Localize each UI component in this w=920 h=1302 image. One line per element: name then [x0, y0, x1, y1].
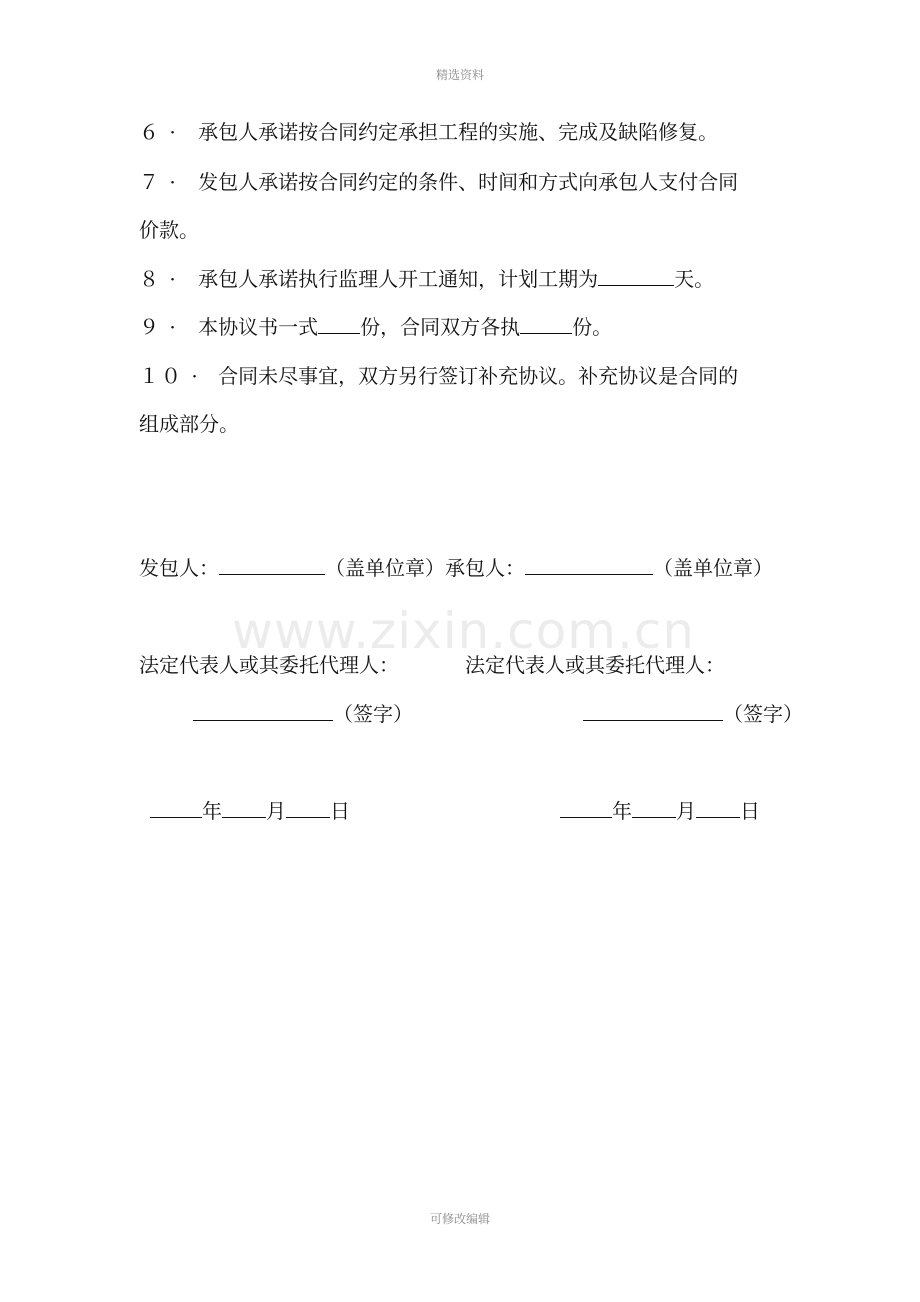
clause-8	[139, 265, 714, 293]
clause-8-number: ８ ·	[139, 267, 178, 291]
contractor-label: 承包人：	[445, 556, 525, 580]
page-header: 精选资料	[435, 68, 484, 82]
contractor-seal-note: （盖单位章）	[653, 556, 773, 580]
employer-day-blank[interactable]	[286, 799, 330, 818]
clause-10-number: １０ ·	[139, 364, 200, 388]
employer-label: 发包人：	[139, 556, 219, 580]
employer-year-label: 年	[202, 799, 222, 823]
clause-8-text-b: 天。	[674, 267, 715, 291]
employer-date-row	[150, 797, 350, 825]
page-footer: 可修改编辑	[429, 1212, 490, 1226]
clause-6-number: ６ ·	[139, 120, 178, 144]
employer-month-blank[interactable]	[222, 799, 266, 818]
clause-10-text: 合同未尽事宜，双方另行签订补充协议。补充协议是合同的	[218, 364, 739, 388]
parties-row	[139, 554, 773, 582]
clause-6	[139, 118, 718, 146]
clause-7-number: ７ ·	[139, 170, 178, 194]
employer-day-label: 日	[330, 799, 350, 823]
employer-signature-row	[193, 700, 413, 728]
employer-rep-label: 法定代表人或其委托代理人：	[139, 653, 399, 677]
clause-10	[139, 362, 738, 390]
contractor-date-row	[560, 797, 760, 825]
employer-seal-note: （盖单位章）	[325, 556, 445, 580]
contractor-name-blank[interactable]	[525, 556, 653, 575]
copies-each-blank[interactable]	[520, 315, 572, 334]
clause-7-continued: 价款。	[139, 218, 199, 242]
clause-7-text: 发包人承诺按合同约定的条件、时间和方式向承包人支付合同	[198, 170, 739, 194]
clause-7	[139, 168, 738, 196]
watermark: www.zixin.com.cn	[232, 602, 696, 660]
contractor-sign-note: （签字）	[723, 702, 803, 726]
clause-9-text-b: 份，合同双方各执	[360, 315, 521, 339]
clause-9-text-c: 份。	[572, 315, 613, 339]
construction-period-blank[interactable]	[598, 267, 674, 286]
employer-signature-blank[interactable]	[193, 702, 333, 721]
contractor-month-label: 月	[676, 799, 696, 823]
clause-9	[139, 313, 612, 341]
contractor-day-blank[interactable]	[696, 799, 740, 818]
employer-name-blank[interactable]	[219, 556, 325, 575]
contractor-signature-blank[interactable]	[583, 702, 723, 721]
contractor-month-blank[interactable]	[632, 799, 676, 818]
contractor-signature-row	[583, 700, 803, 728]
clause-8-text-a: 承包人承诺执行监理人开工通知，计划工期为	[198, 267, 599, 291]
contractor-year-label: 年	[612, 799, 632, 823]
clause-9-number: ９ ·	[139, 315, 178, 339]
contractor-day-label: 日	[740, 799, 760, 823]
copies-total-blank[interactable]	[318, 315, 360, 334]
clause-6-text: 承包人承诺按合同约定承担工程的实施、完成及缺陷修复。	[198, 120, 719, 144]
clause-9-text-a: 本协议书一式	[198, 315, 319, 339]
employer-sign-note: （签字）	[333, 702, 413, 726]
contractor-year-blank[interactable]	[560, 799, 612, 818]
clause-10-continued: 组成部分。	[139, 412, 239, 436]
employer-month-label: 月	[266, 799, 286, 823]
employer-year-blank[interactable]	[150, 799, 202, 818]
contractor-rep-label: 法定代表人或其委托代理人：	[465, 653, 725, 677]
